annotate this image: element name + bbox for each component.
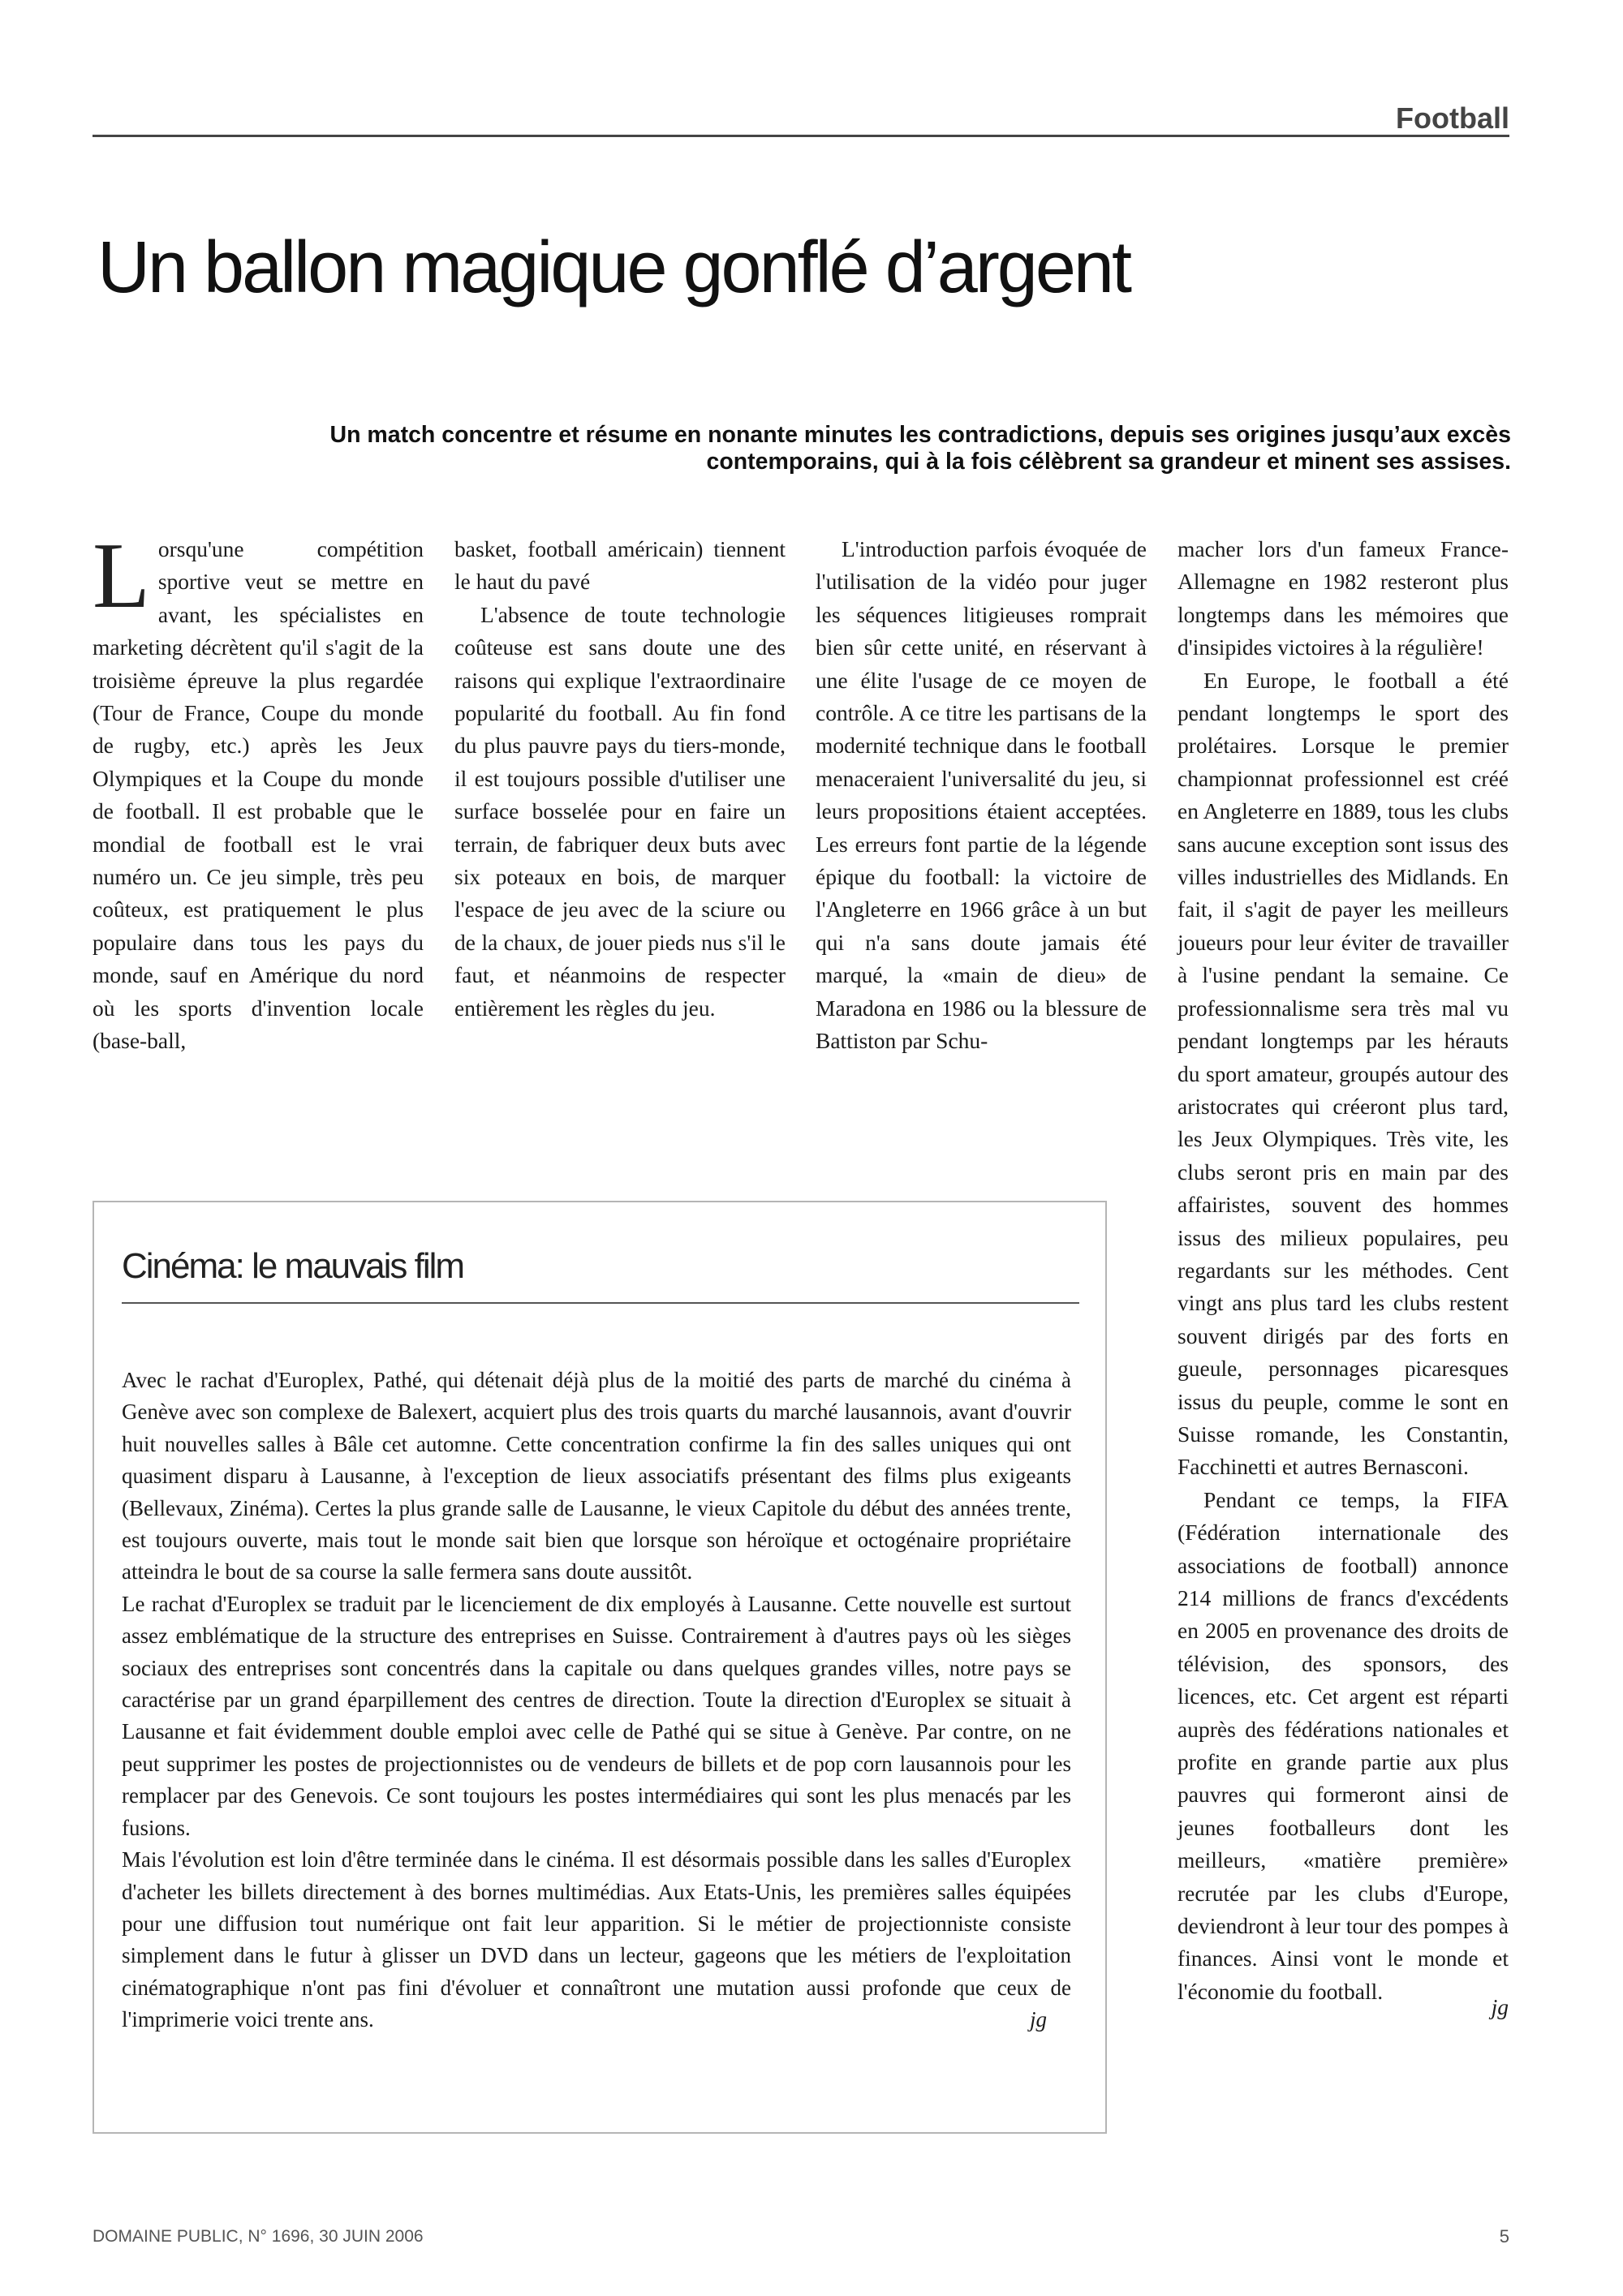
drop-cap: L: [93, 524, 150, 628]
article-paragraph: Pendant ce temps, la FIFA (Fédération internationale des associations de football) annonce 214 millions de francs d'excédents en 2005 en provenance des droits de télévision, des sponsors, des licences, etc. Cet argent est réparti auprès des fédérations nationales et profite en grande partie aux plus pauvres qui formeront ainsi de jeunes footballeurs dont les meilleurs, «matière première» recrutée par les clubs d'Europe, deviendront à leur tour des pompes à finances. Ainsi vont le monde et l'économie du football.: [1177, 1486, 1509, 2004]
article-paragraph: macher lors d'un fameux France-Allemagne en 1982 resteront plus longtemps dans les mémoires que d'insipides victoires à la régulière!: [1177, 536, 1509, 660]
article-paragraph: basket, football américain) tiennent le haut du pavé: [454, 536, 786, 595]
article-column-4: [1177, 533, 1509, 2018]
article-lead: Un match concentre et résume en nonante minutes les contradictions, depuis ses origines jusqu’aux excès contemporains, qui à la fois célèbrent sa grandeur et minent ses assises.: [329, 422, 1511, 475]
sidebar-paragraph-text: Mais l'évolution est loin d'être terminée dans le cinéma. Il est désormais possible dans les salles d'Europlex d'acheter les billets directement à des bornes multimédias. Aux Etats-Unis, les premières salles équipées pour une diffusion tout numérique ont fait leur apparition. Si le métier de projectionniste consiste simplement dans le futur à glisser un DVD dans un lecteur, gageons que les métiers de l'exploitation cinématographique n'ont pas fini d'évoluer et connaîtront une mutation aussi profonde que ceux de l'imprimerie voici trente ans.: [122, 1847, 1071, 2032]
article-column-2: [454, 533, 786, 1025]
sidebar-body: [122, 1365, 1071, 2036]
article-column-1: [93, 524, 424, 1058]
header-rule: [93, 135, 1509, 137]
page-number: 5: [1499, 2226, 1509, 2247]
article-paragraph: L'absence de toute technologie coûteuse est sans doute une des raisons qui explique l'extraordinaire popularité du football. Au fin fond du plus pauvre pays du tiers-monde, il est toujours possible d'utiliser une surface bosselée pour en faire un terrain, de fabriquer deux buts avec six poteaux en bois, de marquer l'espace de jeu avec de la sciure ou de la chaux, de jouer pieds nus s'il le faut, et néanmoins de respecter entièrement les règles du jeu.: [454, 601, 786, 1021]
sidebar-signature: jg: [1029, 2007, 1047, 2032]
sidebar-title: Cinéma: le mauvais film: [122, 1246, 464, 1286]
section-label: Football: [1396, 101, 1509, 135]
sidebar-rule: [122, 1302, 1079, 1304]
footer-publication: DOMAINE PUBLIC, N° 1696, 30 JUIN 2006: [93, 2227, 424, 2246]
article-paragraph: [93, 524, 424, 1058]
article-signature: jg: [1491, 1994, 1509, 2020]
sidebar-paragraph: Avec le rachat d'Europlex, Pathé, qui détenait déjà plus de la moitié des parts de marché du cinéma à Genève avec son complexe de Balexert, acquiert plus des trois quarts du marché lausannois, avant d'ouvrir huit nouvelles salles à Bâle cet automne. Cette concentration confirme la fin des salles uniques qui ont quasiment disparu à Lausanne, à l'exception de lieux associatifs présentant des films plus exigeants (Bellevaux, Zinéma). Certes la plus grande salle de Lausanne, le vieux Capitole du début des années trente, est toujours ouverte, mais tout le monde sait bien que lorsque son héroïque et octogénaire propriétaire atteindra le bout de sa course la salle fermera sans doute aussitôt.: [122, 1368, 1071, 1584]
article-column-3: [816, 533, 1147, 1058]
sidebar-paragraph: [122, 1844, 1071, 2036]
article-paragraph: L'introduction parfois évoquée de l'utilisation de la vidéo pour juger les séquences litigieuses romprait bien sûr cette unité, en réservant à une élite l'usage de ce moyen de contrôle. A ce titre les partisans de la modernité technique dans le football menaceraient l'universalité du jeu, si leurs propositions étaient acceptées. Les erreurs font partie de la légende épique du football: la victoire de l'Angleterre en 1966 grâce à un but qui n'a sans doute jamais été marqué, la «main de dieu» de Maradona en 1986 ou la blessure de Battiston par Schu-: [816, 536, 1147, 1054]
column-1-text: orsqu'une compétition sportive veut se mettre en avant, les spécialistes en marketing décrètent qu'il s'agit de la troisième épreuve la plus regardée (Tour de France, Coupe du monde de rugby, etc.) après les Jeux Olympiques et la Coupe du monde de football. Il est probable que le mondial de football est le vrai numéro un. Ce jeu simple, très peu coûteux, est pratiquement le plus populaire dans tous les pays du monde, sauf en Amérique du nord où les sports d'invention locale (base-ball,: [93, 536, 424, 1054]
article-paragraph: En Europe, le football a été pendant longtemps le sport des prolétaires. Lorsque le premier championnat professionnel est créé en Angleterre en 1889, tous les clubs sans aucune exception sont issus des villes industrielles des Midlands. En fait, il s'agit de payer les meilleurs joueurs pour leur éviter de travailler à l'usine pendant la semaine. Ce professionnalisme sera très mal vu pendant longtemps par les hérauts du sport amateur, groupés autour des aristocrates qui créeront plus tard, les Jeux Olympiques. Très vite, les clubs seront pris en main par des affairistes, souvent des hommes issus des milieux populaires, peu regardants sur les méthodes. Cent vingt ans plus tard les clubs restent souvent dirigés par des forts en gueule, personnages picaresques issus du peuple, comme le sont en Suisse romande, les Constantin, Facchinetti et autres Bernasconi.: [1177, 667, 1509, 1480]
article-title: Un ballon magique gonflé d’argent: [97, 227, 1130, 308]
sidebar-paragraph: Le rachat d'Europlex se traduit par le licenciement de dix employés à Lausanne. Cette nouvelle est surtout assez emblématique de la structure des entreprises en Suisse. Contrairement à d'autres pays où les sièges sociaux des entreprises sont concentrés dans la capitale ou dans quelques grandes villes, notre pays se caractérise par un grand éparpillement des centres de direction. Toute la direction d'Europlex se situait à Lausanne et fait évidemment double emploi avec celle de Pathé qui se situe à Genève. Par contre, on ne peut supprimer les postes de projectionnistes ou de vendeurs de billets et de pop corn lausannois pour les remplacer par des Genevois. Ce sont toujours les postes intermédiaires qui sont les plus menacés par les fusions.: [122, 1591, 1071, 1840]
